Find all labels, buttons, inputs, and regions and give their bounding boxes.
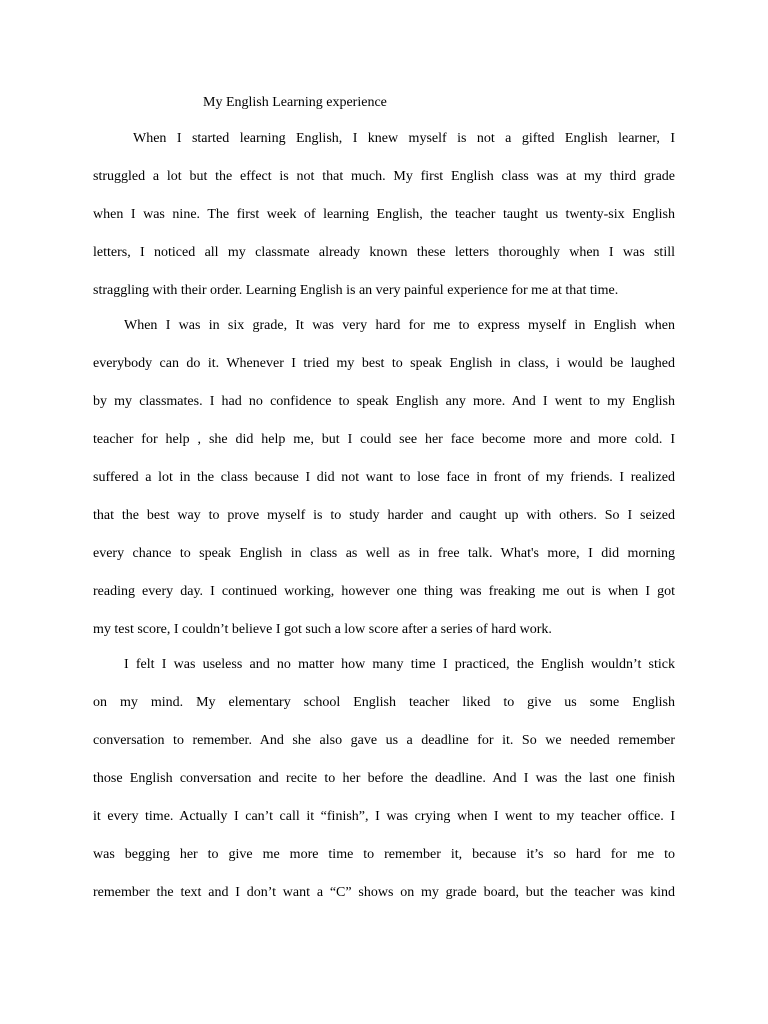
text-line: teacher for help , she did help me, but I could see her face become more and more cold. I <box>93 432 675 447</box>
text-line: it every time. Actually I can’t call it “finish”, I was crying when I went to my teacher office. I <box>93 809 675 824</box>
text-line: conversation to remember. And she also gave us a deadline for it. So we needed remember <box>93 733 675 748</box>
text-line: When I started learning English, I knew myself is not a gifted English learner, I <box>133 131 675 146</box>
text-line: that the best way to prove myself is to study harder and caught up with others. So I seized <box>93 508 675 523</box>
text-line: letters, I noticed all my classmate already known these letters thoroughly when I was still <box>93 245 675 260</box>
document-title: My English Learning experience <box>203 95 387 110</box>
text-line: my test score, I couldn’t believe I got such a low score after a series of hard work. <box>93 622 552 637</box>
text-line: reading every day. I continued working, however one thing was freaking me out is when I got <box>93 584 675 599</box>
text-line: was begging her to give me more time to remember it, because it’s so hard for me to <box>93 847 675 862</box>
text-line: when I was nine. The first week of learning English, the teacher taught us twenty-six English <box>93 207 675 222</box>
text-line: on my mind. My elementary school English teacher liked to give us some English <box>93 695 675 710</box>
text-line: suffered a lot in the class because I did not want to lose face in front of my friends. I realized <box>93 470 675 485</box>
text-line: every chance to speak English in class as well as in free talk. What's more, I did morning <box>93 546 675 561</box>
text-line: straggling with their order. Learning English is an very painful experience for me at that time. <box>93 283 619 298</box>
text-line: remember the text and I don’t want a “C” shows on my grade board, but the teacher was kind <box>93 885 675 900</box>
text-line: struggled a lot but the effect is not that much. My first English class was at my third grade <box>93 169 675 184</box>
text-line: by my classmates. I had no confidence to speak English any more. And I went to my English <box>93 394 675 409</box>
text-line: those English conversation and recite to her before the deadline. And I was the last one finish <box>93 771 675 786</box>
text-line: everybody can do it. Whenever I tried my best to speak English in class, i would be laughed <box>93 356 675 371</box>
text-line: When I was in six grade, It was very hard for me to express myself in English when <box>124 318 675 333</box>
text-line: I felt I was useless and no matter how many time I practiced, the English wouldn’t stick <box>124 657 675 672</box>
